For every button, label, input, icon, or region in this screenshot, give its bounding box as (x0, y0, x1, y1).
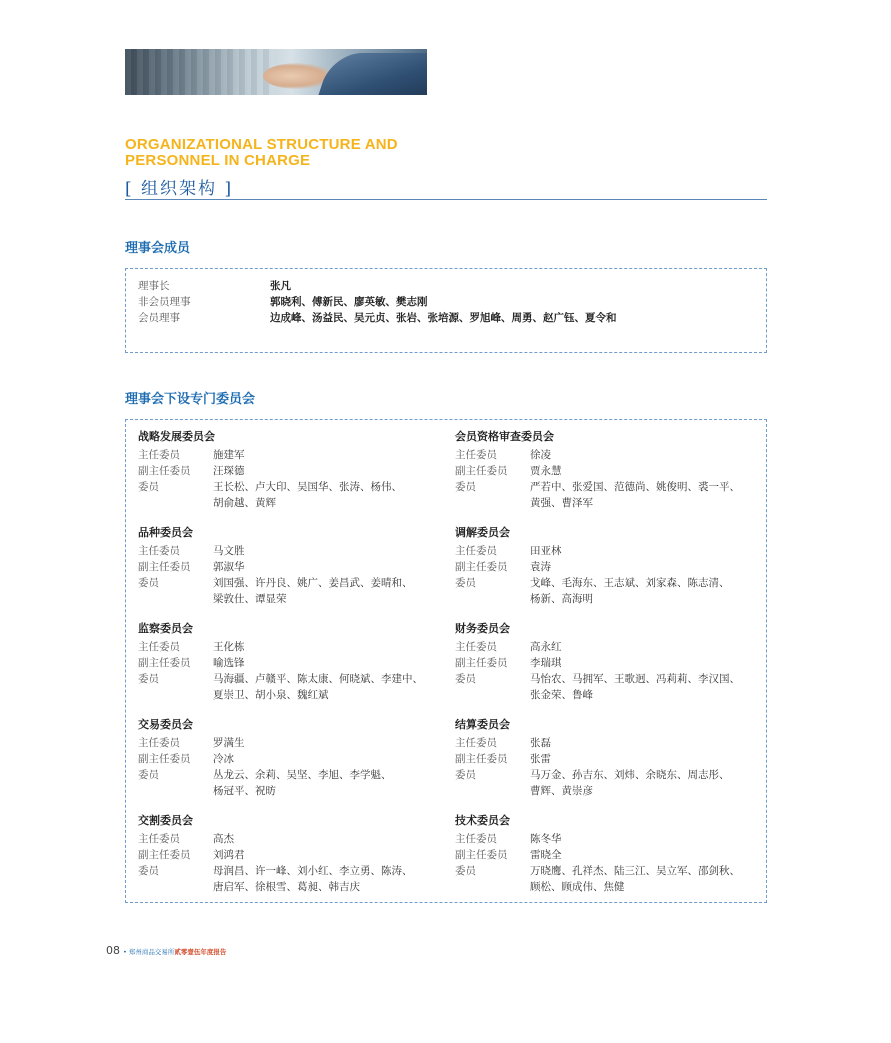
role-label: 主任委员 (455, 833, 497, 845)
role-label: 副主任委员 (138, 849, 191, 861)
title-en-line-2: PERSONNEL IN CHARGE (125, 152, 311, 169)
chair-name: 田亚林 (530, 545, 562, 557)
board-row-label: 非会员理事 (138, 296, 191, 308)
members-line-1: 马万金、孙吉东、刘炜、余晓东、周志彤、 (530, 769, 730, 781)
committee-block (455, 430, 755, 511)
committee-name: 财务委员会 (455, 622, 510, 635)
board-heading: 理事会成员 (125, 241, 191, 256)
committees-box (125, 419, 767, 903)
role-label: 委员 (138, 577, 159, 589)
role-label: 委员 (455, 769, 476, 781)
title-en-line-1: ORGANIZATIONAL STRUCTURE AND (125, 136, 398, 153)
role-label: 副主任委员 (455, 849, 508, 861)
role-label: 主任委员 (138, 545, 180, 557)
members-line-2: 黄强、曹泽军 (530, 497, 593, 509)
board-row-value: 张凡 (270, 280, 291, 292)
committee-name: 品种委员会 (138, 526, 193, 539)
chair-name: 罗满生 (213, 737, 245, 749)
committee-block (455, 814, 755, 895)
board-row-label: 会员理事 (138, 312, 180, 324)
members-line-1: 戈峰、毛海东、王志斌、刘家森、陈志清、 (530, 577, 730, 589)
members-line-2: 曹辉、黄崇彦 (530, 785, 593, 797)
role-label: 主任委员 (455, 449, 497, 461)
page-title-english (125, 137, 525, 169)
footer-org-text: • 郑州商品交易所 (123, 948, 175, 956)
role-label: 委员 (455, 673, 476, 685)
committee-block (138, 526, 438, 607)
committee-name: 调解委员会 (455, 526, 510, 539)
title-divider (125, 199, 767, 200)
members-line-2: 夏崇卫、胡小泉、魏红斌 (213, 689, 329, 701)
members-line-1: 母润昌、许一峰、刘小红、李立勇、陈涛、 (213, 865, 413, 877)
committee-block (455, 622, 755, 703)
members-line-1: 马海疆、卢赣平、陈太康、何晓斌、李建中、 (213, 673, 423, 685)
members-line-2: 杨冠平、祝昉 (213, 785, 276, 797)
role-label: 副主任委员 (138, 561, 191, 573)
chair-name: 陈冬华 (530, 833, 562, 845)
board-row-value: 郭晓利、傅新民、廖英敏、樊志刚 (270, 296, 428, 308)
committee-block (138, 718, 438, 799)
committees-heading: 理事会下设专门委员会 (125, 392, 256, 407)
members-line-1: 马怡农、马拥军、王歌迥、冯莉莉、李汉国、 (530, 673, 740, 685)
role-label: 主任委员 (138, 737, 180, 749)
role-label: 委员 (455, 865, 476, 877)
role-label: 主任委员 (138, 449, 180, 461)
members-line-2: 唐启军、徐根雪、葛昶、韩吉庆 (213, 881, 360, 893)
board-box (125, 268, 767, 353)
role-label: 副主任委员 (138, 657, 191, 669)
role-label: 主任委员 (138, 833, 180, 845)
role-label: 主任委员 (455, 545, 497, 557)
role-label: 委员 (455, 577, 476, 589)
committee-block (138, 622, 438, 703)
committee-block (455, 718, 755, 799)
members-line-1: 万晓鹰、孔祥杰、陆三江、吴立军、邵剑秋、 (530, 865, 740, 877)
vice-chair-name: 喻选锋 (213, 657, 245, 669)
touchscreen-graphic (125, 49, 275, 95)
members-line-2: 张金荣、鲁峰 (530, 689, 593, 701)
committee-block (455, 526, 755, 607)
committee-block (138, 430, 438, 511)
footer-org (123, 948, 226, 956)
role-label: 委员 (138, 769, 159, 781)
chair-name: 高杰 (213, 833, 234, 845)
page-footer (106, 944, 226, 957)
role-label: 副主任委员 (455, 657, 508, 669)
role-label: 副主任委员 (455, 465, 508, 477)
vice-chair-name: 冷冰 (213, 753, 234, 765)
role-label: 主任委员 (138, 641, 180, 653)
role-label: 委员 (138, 865, 159, 877)
members-line-1: 王长松、卢大印、吴国华、张涛、杨伟、 (213, 481, 402, 493)
members-line-2: 胡俞越、黄辉 (213, 497, 276, 509)
vice-chair-name: 雷晓全 (530, 849, 562, 861)
role-label: 副主任委员 (455, 753, 508, 765)
committee-name: 结算委员会 (455, 718, 510, 731)
vice-chair-name: 李瑞琪 (530, 657, 562, 669)
chair-name: 高永红 (530, 641, 562, 653)
role-label: 委员 (138, 481, 159, 493)
committee-name: 监察委员会 (138, 622, 193, 635)
board-row-value: 边成峰、汤益民、吴元贞、张岩、张培源、罗旭峰、周勇、赵广钰、夏令和 (270, 312, 617, 324)
role-label: 副主任委员 (138, 465, 191, 477)
vice-chair-name: 郭淑华 (213, 561, 245, 573)
members-line-2: 梁敦仕、谭显荣 (213, 593, 287, 605)
vice-chair-name: 汪琛德 (213, 465, 245, 477)
members-line-1: 丛龙云、余莉、吴坚、李旭、李学魁、 (213, 769, 392, 781)
chair-name: 王化栋 (213, 641, 245, 653)
members-line-2: 杨新、高海明 (530, 593, 593, 605)
committee-name: 技术委员会 (455, 814, 510, 827)
chair-name: 马文胜 (213, 545, 245, 557)
role-label: 副主任委员 (455, 561, 508, 573)
chair-name: 张磊 (530, 737, 551, 749)
members-line-2: 顾松、顾成伟、焦健 (530, 881, 625, 893)
role-label: 主任委员 (455, 737, 497, 749)
vice-chair-name: 刘鸿君 (213, 849, 245, 861)
role-label: 主任委员 (455, 641, 497, 653)
vice-chair-name: 袁涛 (530, 561, 551, 573)
committee-name: 交易委员会 (138, 718, 193, 731)
page-number: 08 (106, 944, 120, 957)
chair-name: 徐凌 (530, 449, 551, 461)
header-banner-image (125, 49, 427, 95)
chair-name: 施建军 (213, 449, 245, 461)
members-line-1: 严若中、张爱国、范德尚、姚俊明、裘一平、 (530, 481, 740, 493)
vice-chair-name: 贾永慧 (530, 465, 562, 477)
committee-name: 会员资格审查委员会 (455, 430, 554, 443)
role-label: 委员 (455, 481, 476, 493)
sleeve-graphic (318, 53, 427, 95)
vice-chair-name: 张雷 (530, 753, 551, 765)
committee-block (138, 814, 438, 895)
committee-name: 战略发展委员会 (138, 430, 215, 443)
board-row-label: 理事长 (138, 280, 170, 292)
role-label: 委员 (138, 673, 159, 685)
members-line-1: 刘国强、许丹良、姚广、姜昌武、姜晴和、 (213, 577, 413, 589)
footer-report-text: 贰零壹伍年度报告 (174, 948, 227, 956)
role-label: 副主任委员 (138, 753, 191, 765)
committee-name: 交割委员会 (138, 814, 193, 827)
page-title-chinese: [ 组织架构 ] (125, 179, 234, 199)
